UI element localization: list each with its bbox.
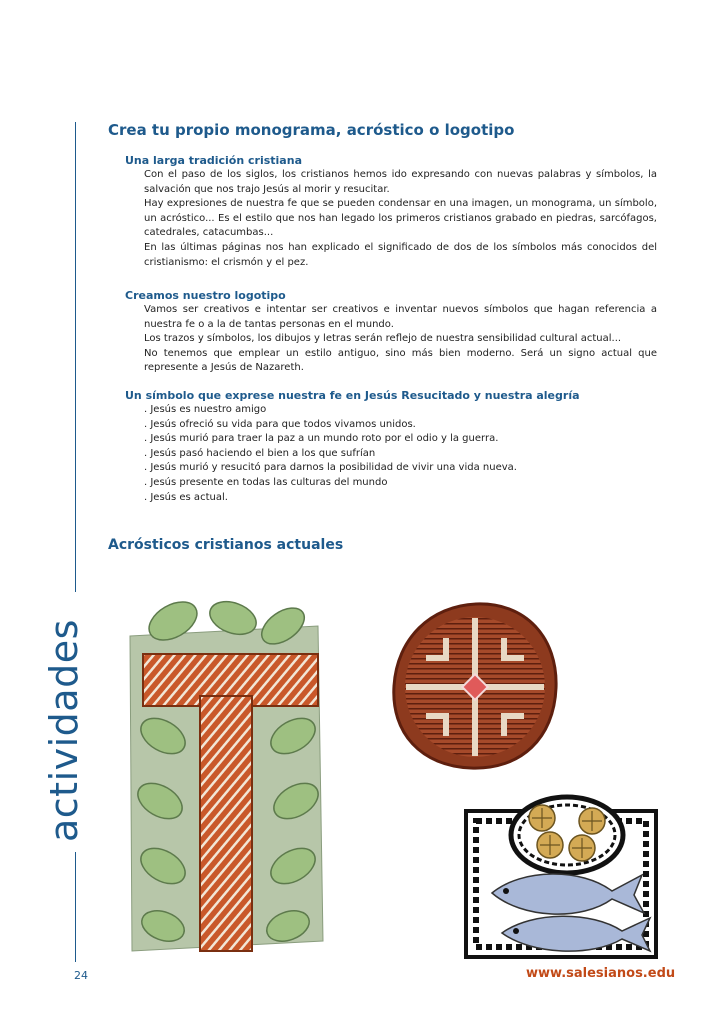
subtitle: Acrósticos cristianos actuales — [108, 537, 344, 553]
paragraph: En las últimas páginas nos han explicado el significado de dos de los símbolos más conocidos del cristianismo: el crismón y el pez. — [144, 241, 657, 268]
stone-cross-image — [386, 598, 564, 776]
sidebar-label: actividades — [42, 619, 86, 842]
paragraph: Vamos ser creativos e intentar ser creativos e inventar nuevos símbolos que hagan referencia a nuestra fe o a la de tantas personas en el mundo. — [144, 304, 657, 330]
website-link[interactable]: www.salesianos.edu — [526, 966, 676, 981]
list-item: . Jesús ofreció su vida para que todos vivamos unidos. — [144, 418, 416, 430]
list-item: . Jesús es actual. — [144, 491, 228, 503]
list-item: . Jesús es nuestro amigo — [144, 404, 267, 415]
list-item: . Jesús murió y resucitó para darnos la posibilidad de vivir una vida nueva. — [144, 462, 517, 474]
belief-list — [125, 403, 657, 505]
section-logo — [125, 289, 657, 376]
paragraph: Hay expresiones de nuestra fe que se pueden condensar en una imagen, un monograma, un símbolo, un acróstico... Es el estilo que nos han legado los primeros cristianos grabado en piedras, sarcófagos, catedrales, catacumbas... — [144, 198, 657, 239]
page-number: 24 — [74, 969, 88, 982]
section-heading: Una larga tradición cristiana — [125, 154, 302, 167]
tau-leaves-image — [118, 596, 333, 962]
paragraph: Con el paso de los siglos, los cristianos hemos ido expresando con nuevas palabras y símbolos, la salvación que nos trajo Jesús al morir y resucitar. — [144, 169, 657, 195]
section-heading: Un símbolo que exprese nuestra fe en Jesús Resucitado y nuestra alegría — [125, 389, 580, 402]
section-heading: Creamos nuestro logotipo — [125, 289, 286, 302]
section-tradition — [125, 154, 657, 270]
paragraph: Los trazos y símbolos, los dibujos y letras serán reflejo de nuestra sensibilidad cultural actual... — [144, 333, 622, 345]
page-title: Crea tu propio monograma, acróstico o logotipo — [108, 121, 515, 139]
sidebar-rule-top — [75, 122, 76, 592]
section-symbol — [125, 389, 657, 505]
list-item: . Jesús pasó haciendo el bien a los que sufrían — [144, 447, 376, 459]
list-item: . Jesús murió para traer la paz a un mundo roto por el odio y la guerra. — [144, 433, 499, 445]
list-item: . Jesús presente en todas las culturas del mundo — [144, 476, 388, 488]
sidebar-rule-bottom — [75, 852, 76, 962]
loaves-fishes-image — [462, 793, 660, 961]
paragraph: No tenemos que emplear un estilo antiguo, sino más bien moderno. Será un signo actual que represente a Jesús de Nazareth. — [144, 347, 657, 374]
